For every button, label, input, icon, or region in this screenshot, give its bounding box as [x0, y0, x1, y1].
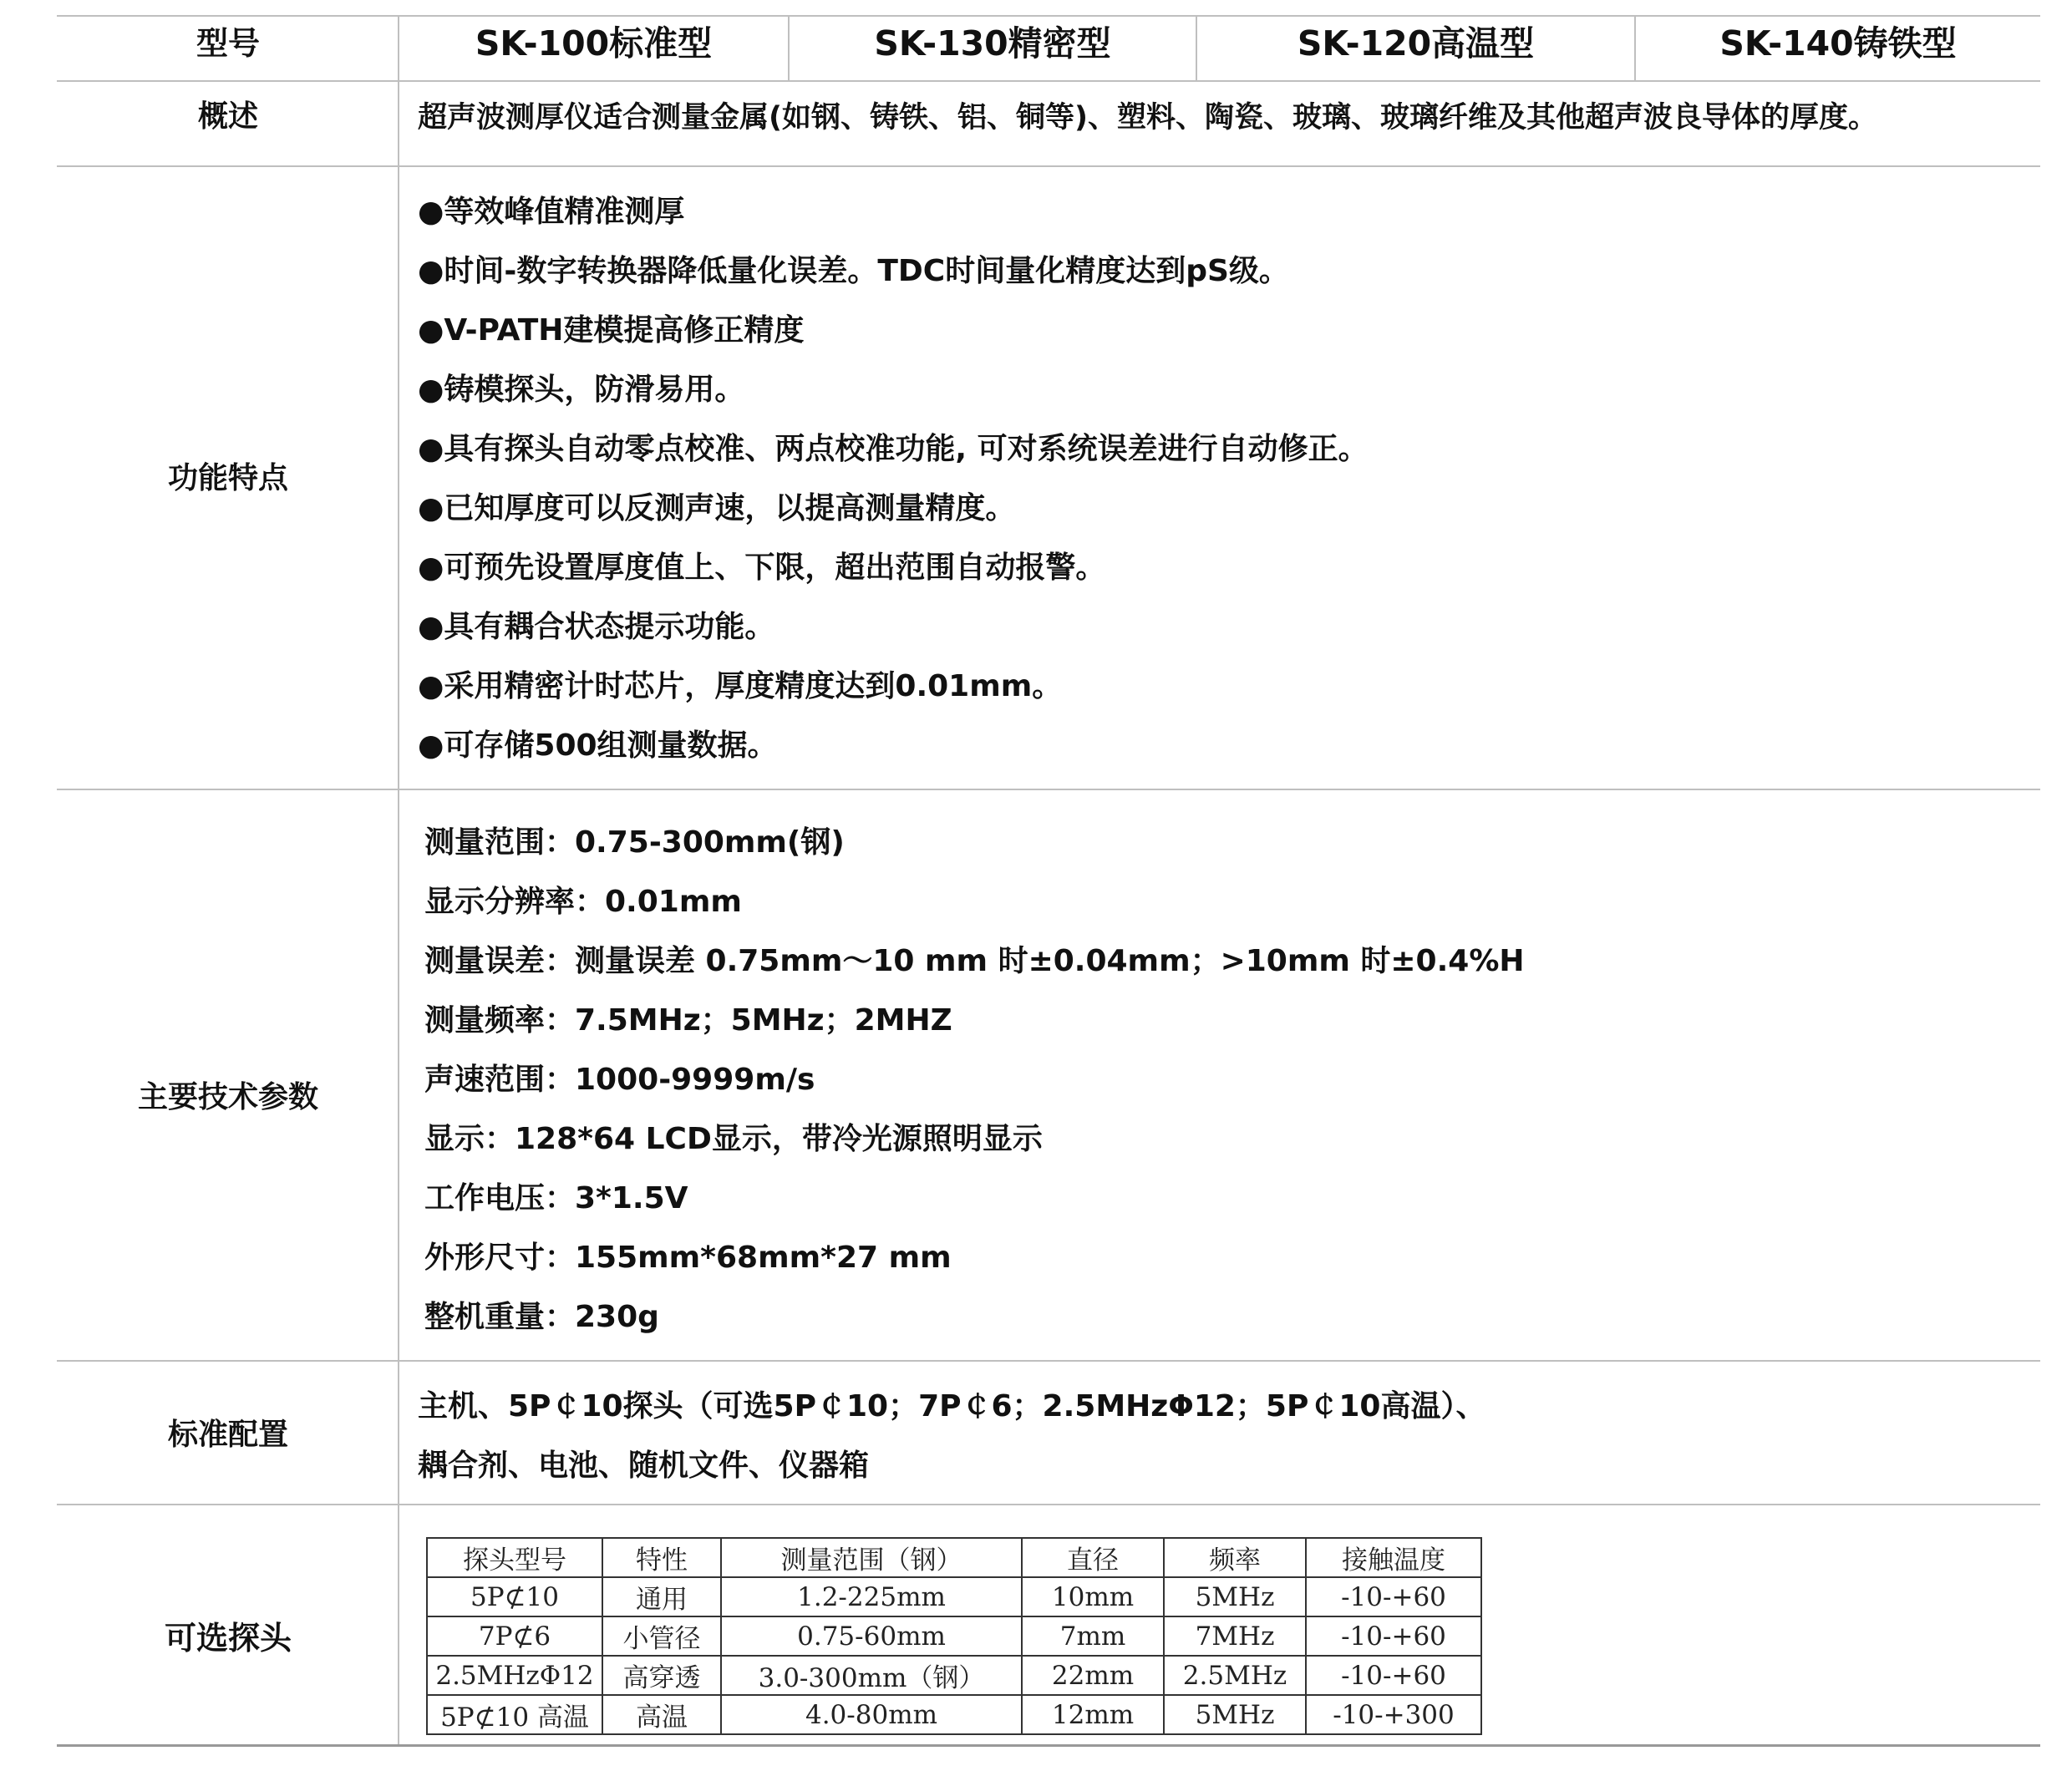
model-sk120: SK-120高温型 [1297, 23, 1535, 63]
divider [57, 165, 2040, 167]
table-row [427, 1616, 1481, 1656]
table-cell: -10-+300 [1306, 1695, 1481, 1734]
model-sk140: SK-140铸铁型 [1719, 23, 1957, 63]
table-cell: -10-+60 [1306, 1656, 1481, 1695]
config-line: 主机、5P￠10探头（可选5P￠10；7P￠6；2.5MHzΦ12；5P￠10高温）、 [418, 1389, 1486, 1423]
table-cell: 高穿透 [602, 1656, 721, 1695]
spec-item: 整机重量：230g [424, 1300, 659, 1334]
spec-item: 外形尺寸：155mm*68mm*27 mm [424, 1241, 952, 1275]
feature-item: ●可存储500组测量数据。 [418, 728, 778, 763]
table-cell: -10-+60 [1306, 1577, 1481, 1616]
feature-item: ●等效峰值精准测厚 [418, 195, 685, 229]
table-cell: 3.0-300mm（钢） [721, 1656, 1022, 1695]
config-label: 标准配置 [167, 1418, 288, 1452]
table-cell: 7mm [1022, 1616, 1164, 1656]
spec-item: 测量误差：测量误差 0.75mm～10 mm 时±0.04mm；>10mm 时±0.4%H [424, 944, 1525, 978]
column-header: 接触温度 [1306, 1538, 1481, 1577]
table-cell: 2.5MHz [1164, 1656, 1306, 1695]
table-cell: 22mm [1022, 1656, 1164, 1695]
model-sk130: SK-130精密型 [874, 23, 1111, 63]
table-cell: 4.0-80mm [721, 1695, 1022, 1734]
column-header: 频率 [1164, 1538, 1306, 1577]
table-cell: 5P⊄10 高温 [427, 1695, 602, 1734]
table-cell: 高温 [602, 1695, 721, 1734]
feature-item: ●V-PATH建模提高修正精度 [418, 313, 805, 348]
spec-item: 测量频率：7.5MHz；5MHz；2MHZ [424, 1003, 952, 1038]
table-cell: 2.5MHzΦ12 [427, 1656, 602, 1695]
table-cell: 0.75-60mm [721, 1616, 1022, 1656]
column-header: 测量范围（钢） [721, 1538, 1022, 1577]
header-label: 型号 [196, 24, 260, 62]
table-row [427, 1577, 1481, 1616]
divider [57, 80, 2040, 82]
table-row [427, 1695, 1481, 1734]
features-list [418, 182, 1369, 775]
spec-item: 测量范围：0.75-300mm(钢) [424, 825, 845, 860]
table-cell: 5MHz [1164, 1695, 1306, 1734]
table-cell: 通用 [602, 1577, 721, 1616]
divider [57, 1360, 2040, 1362]
table-cell: 7P⊄6 [427, 1616, 602, 1656]
feature-item: ●具有耦合状态提示功能。 [418, 610, 775, 644]
divider [57, 1744, 2040, 1747]
probes-label: 可选探头 [164, 1620, 292, 1657]
table-cell: 5P⊄10 [427, 1577, 602, 1616]
divider [57, 789, 2040, 790]
feature-item: ●采用精密计时芯片，厚度精度达到0.01mm。 [418, 669, 1063, 703]
spec-item: 显示：128*64 LCD显示，带冷光源照明显示 [424, 1122, 1043, 1156]
table-cell: 5MHz [1164, 1577, 1306, 1616]
spec-sheet [57, 0, 2040, 1766]
column-header: 特性 [602, 1538, 721, 1577]
feature-item: ●铸模探头，防滑易用。 [418, 373, 745, 407]
feature-item: ●已知厚度可以反测声速，以提高测量精度。 [418, 491, 1016, 525]
features-label: 功能特点 [167, 461, 288, 495]
overview-label: 概述 [197, 99, 258, 134]
spec-item: 声速范围：1000-9999m/s [424, 1063, 815, 1097]
table-cell: -10-+60 [1306, 1616, 1481, 1656]
table-cell: 小管径 [602, 1616, 721, 1656]
overview-text: 超声波测厚仪适合测量金属(如钢、铸铁、铝、铜等)、塑料、陶瓷、玻璃、玻璃纤维及其他超声波良导体的厚度。 [418, 101, 1877, 134]
config-text [418, 1377, 1485, 1495]
table-cell: 7MHz [1164, 1616, 1306, 1656]
config-line: 耦合剂、电池、随机文件、仪器箱 [418, 1449, 870, 1483]
specs-label: 主要技术参数 [137, 1080, 318, 1114]
feature-item: ●可预先设置厚度值上、下限，超出范围自动报警。 [418, 551, 1106, 585]
column-header: 探头型号 [427, 1538, 602, 1577]
feature-item: ●时间-数字转换器降低量化误差。TDC时间量化精度达到pS级。 [418, 254, 1289, 288]
feature-item: ●具有探头自动零点校准、两点校准功能, 可对系统误差进行自动修正。 [418, 432, 1369, 466]
column-header: 直径 [1022, 1538, 1164, 1577]
table-cell: 10mm [1022, 1577, 1164, 1616]
model-sk100: SK-100标准型 [475, 23, 713, 63]
probe-table [426, 1537, 1482, 1735]
label-column-divider [398, 15, 399, 1744]
spec-item: 显示分辨率：0.01mm [424, 885, 742, 919]
probe-table-header [427, 1538, 1481, 1577]
spec-item: 工作电压：3*1.5V [424, 1181, 688, 1215]
specs-list [424, 813, 1525, 1347]
divider [57, 1504, 2040, 1505]
table-cell: 1.2-225mm [721, 1577, 1022, 1616]
table-cell: 12mm [1022, 1695, 1164, 1734]
table-row [427, 1656, 1481, 1695]
